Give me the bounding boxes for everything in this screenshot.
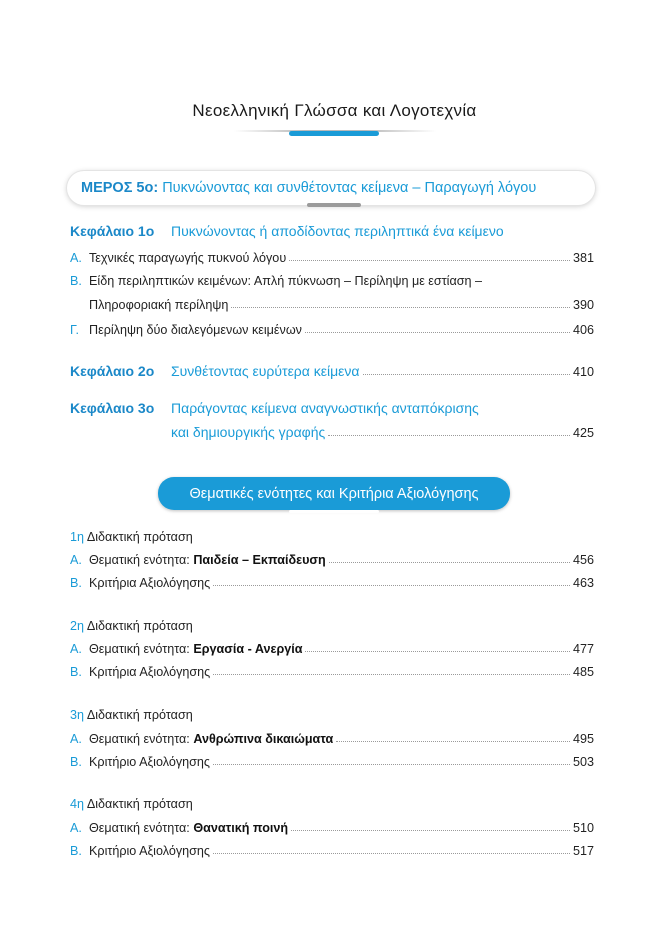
entry-topic: Εργασία - Ανεργία	[193, 642, 303, 656]
lesson-label: Διδακτική πρόταση	[86, 619, 193, 633]
entry-letter: Β.	[70, 844, 82, 858]
entry-page: 456	[572, 553, 594, 567]
dot-leader	[213, 764, 570, 765]
lesson-label: Διδακτική πρόταση	[86, 797, 193, 811]
toc-entry-lesson-2-a[interactable]	[70, 638, 594, 656]
entry-title: Θεματική ενότητα: Θανατική ποινή	[89, 821, 289, 835]
entry-title: Κριτήρια Αξιολόγησης	[89, 576, 211, 590]
lesson-label: Διδακτική πρόταση	[86, 708, 193, 722]
entry-page: 485	[572, 665, 594, 679]
chapter-3-title-continued: και δημιουργικής γραφής	[171, 424, 326, 440]
lesson-number: 1η	[70, 530, 85, 544]
entry-letter: Β.	[70, 665, 82, 679]
toc-entry-lesson-1-b[interactable]	[70, 572, 594, 590]
chapter-1-heading	[70, 223, 504, 239]
dot-leader	[305, 332, 570, 333]
chapter-2-entry[interactable]	[70, 361, 594, 379]
entry-title: Θεματική ενότητα: Ανθρώπινα δικαιώματα	[89, 732, 334, 746]
toc-entry-lesson-2-b[interactable]	[70, 661, 594, 679]
chapter-3-number: Κεφάλαιο 3ο	[70, 400, 155, 416]
entry-letter: Α.	[70, 732, 82, 746]
dot-leader	[213, 853, 570, 854]
chapter-1-title: Πυκνώνοντας ή αποδίδοντας περιληπτικά ένα κείμενο	[171, 223, 504, 239]
entry-topic: Ανθρώπινα δικαιώματα	[193, 732, 334, 746]
part-heading-box	[67, 171, 595, 205]
toc-entry-lesson-1-a[interactable]	[70, 549, 594, 567]
dot-leader	[289, 260, 570, 261]
toc-entry-ch1-b-line2[interactable]	[70, 294, 594, 312]
toc-entry-ch1-c[interactable]	[70, 319, 594, 337]
lesson-number: 3η	[70, 708, 85, 722]
entry-letter: Β.	[70, 576, 82, 590]
entry-letter: Β.	[70, 755, 82, 769]
chapter-1-number: Κεφάλαιο 1ο	[70, 223, 155, 239]
entry-page: 463	[572, 576, 594, 590]
dot-leader	[363, 374, 570, 375]
entry-page: 495	[572, 732, 594, 746]
entry-page: 406	[572, 323, 594, 337]
entry-letter: Β.	[70, 274, 82, 288]
lesson-1-heading	[70, 530, 193, 544]
toc-entry-ch1-b-line1[interactable]	[70, 270, 482, 288]
entry-page: 510	[572, 821, 594, 835]
dot-leader	[329, 562, 570, 563]
lesson-4-heading	[70, 797, 193, 811]
entry-letter: Α.	[70, 553, 82, 567]
entry-title: Θεματική ενότητα: Εργασία - Ανεργία	[89, 642, 303, 656]
entry-page: 381	[572, 251, 594, 265]
page-title: Νεοελληνική Γλώσσα και Λογοτεχνία	[192, 101, 477, 120]
toc-entry-ch1-a[interactable]	[70, 247, 594, 265]
chapter-3-entry-line1[interactable]	[70, 398, 479, 416]
dot-leader	[305, 651, 570, 652]
entry-title: Κριτήριο Αξιολόγησης	[89, 844, 210, 858]
part-underline	[307, 203, 361, 207]
chapter-3-entry-line2[interactable]	[70, 422, 594, 440]
chapter-3-title: Παράγοντας κείμενα αναγνωστικής ανταπόκρισης	[171, 400, 479, 416]
toc-entry-lesson-4-b[interactable]	[70, 840, 594, 858]
lesson-label: Διδακτική πρόταση	[86, 530, 193, 544]
dot-leader	[328, 435, 570, 436]
chapter-2-number: Κεφάλαιο 2ο	[70, 363, 155, 379]
entry-title: Κριτήριο Αξιολόγησης	[89, 755, 210, 769]
entry-title-continued: Πληροφοριακή περίληψη	[89, 298, 229, 312]
dot-leader	[336, 741, 570, 742]
toc-entry-lesson-3-b[interactable]	[70, 751, 594, 769]
lesson-number: 2η	[70, 619, 85, 633]
entry-topic: Παιδεία – Εκπαίδευση	[193, 553, 326, 567]
dot-leader	[291, 830, 570, 831]
title-accent-bar	[289, 131, 379, 136]
dot-leader	[231, 307, 570, 308]
toc-entry-lesson-3-a[interactable]	[70, 728, 594, 746]
part-title: Πυκνώνοντας και συνθέτοντας κείμενα – Παραγωγή λόγου	[162, 180, 537, 196]
entry-page: 477	[572, 642, 594, 656]
entry-title: Είδη περιληπτικών κειμένων: Απλή πύκνωση – Περίληψη με εστίαση –	[89, 274, 483, 288]
dot-leader	[213, 585, 570, 586]
entry-topic: Θανατική ποινή	[193, 821, 289, 835]
toc-entry-lesson-4-a[interactable]	[70, 817, 594, 835]
pill-underline	[289, 510, 379, 513]
lesson-number: 4η	[70, 797, 85, 811]
entry-letter: Α.	[70, 251, 82, 265]
lesson-3-heading	[70, 708, 193, 722]
entry-page: 390	[572, 298, 594, 312]
entry-letter: Γ.	[70, 323, 80, 337]
entry-title: Τεχνικές παραγωγής πυκνού λόγου	[89, 251, 287, 265]
section-heading-pill: Θεματικές ενότητες και Κριτήρια Αξιολόγησης	[158, 477, 510, 510]
dot-leader	[213, 674, 570, 675]
chapter-3-page: 425	[572, 426, 594, 440]
chapter-2-page: 410	[572, 365, 594, 379]
entry-title: Περίληψη δύο διαλεγόμενων κειμένων	[89, 323, 302, 337]
part-label: ΜΕΡΟΣ 5ο:	[81, 180, 159, 196]
entry-title: Κριτήρια Αξιολόγησης	[89, 665, 211, 679]
entry-title: Θεματική ενότητα: Παιδεία – Εκπαίδευση	[89, 553, 326, 567]
lesson-2-heading	[70, 619, 193, 633]
chapter-2-title: Συνθέτοντας ευρύτερα κείμενα	[171, 363, 360, 379]
entry-letter: Α.	[70, 642, 82, 656]
entry-letter: Α.	[70, 821, 82, 835]
entry-page: 503	[572, 755, 594, 769]
entry-page: 517	[572, 844, 594, 858]
